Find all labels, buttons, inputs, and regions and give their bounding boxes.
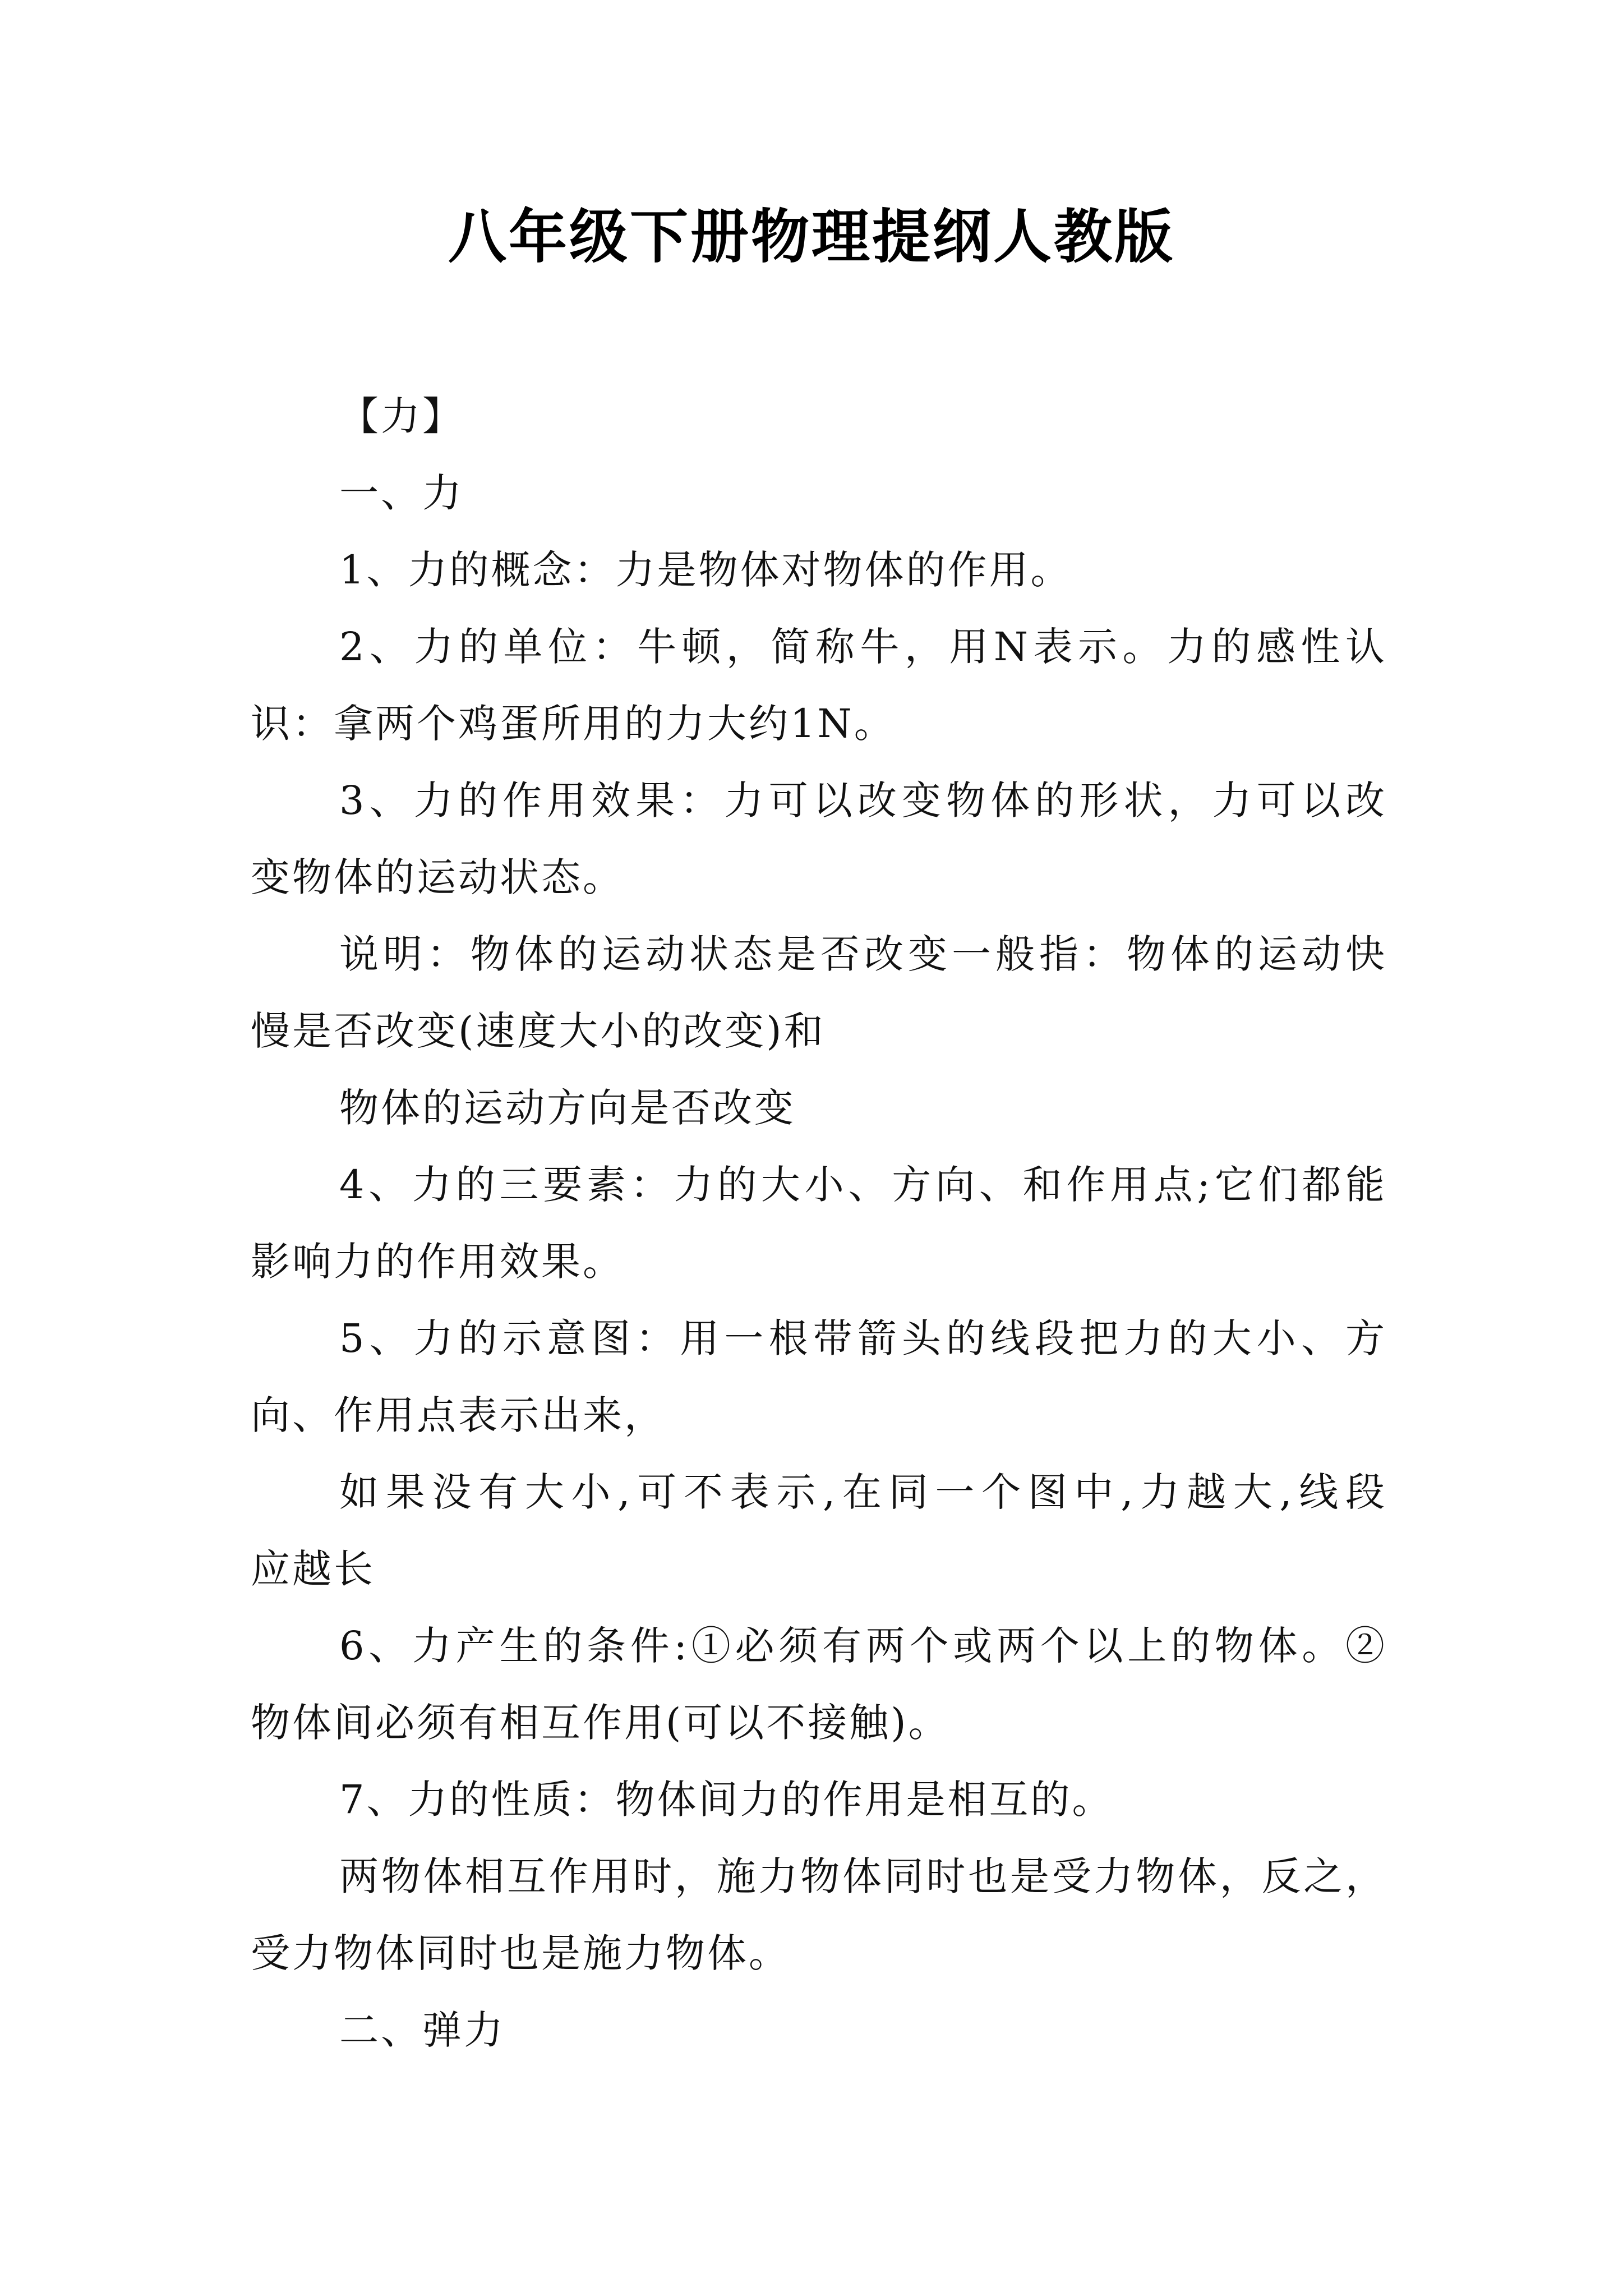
body-line: 向、作用点表示出来，	[251, 1392, 666, 1438]
body-line: 两物体相互作用时，施力物体同时也是受力物体，反之，	[339, 1853, 1387, 1899]
document-body	[251, 378, 1387, 2069]
body-line: 影响力的作用效果。	[251, 1239, 624, 1285]
body-line: 物体间必须有相互作用(可以不接触)。	[251, 1700, 950, 1746]
body-line: 物体的运动方向是否改变	[339, 1085, 796, 1131]
body-line: 受力物体同时也是施力物体。	[251, 1930, 790, 1976]
subsection-heading: 二、弹力	[339, 2007, 505, 2053]
body-line: 慢是否改变(速度大小的改变)和	[251, 1008, 826, 1054]
body-line: 5、力的示意图：用一根带箭头的线段把力的大小、方	[339, 1315, 1387, 1361]
body-line: 7、力的性质：物体间力的作用是相互的。	[339, 1777, 1114, 1823]
body-line: 3、力的作用效果：力可以改变物体的形状，力可以改	[339, 777, 1387, 823]
section-heading: 【力】	[339, 393, 464, 439]
body-line: 如果没有大小,可不表示,在同一个图中,力越大,线段	[339, 1469, 1387, 1515]
body-line: 1、力的概念：力是物体对物体的作用。	[339, 547, 1072, 593]
body-line: 说明：物体的运动状态是否改变一般指：物体的运动快	[339, 931, 1387, 977]
subsection-heading: 一、力	[339, 470, 464, 516]
body-line: 应越长	[251, 1546, 375, 1592]
body-line: 识：拿两个鸡蛋所用的力大约1N。	[251, 701, 896, 747]
body-line: 4、力的三要素：力的大小、方向、和作用点;它们都能	[339, 1162, 1387, 1208]
body-line: 2、力的单位：牛顿，简称牛，用N表示。力的感性认	[339, 624, 1387, 670]
document-title: 八年级下册物理提纲人教版	[448, 202, 1175, 271]
body-line: 6、力产生的条件:①必须有两个或两个以上的物体。②	[339, 1623, 1387, 1669]
body-line: 变物体的运动状态。	[251, 854, 624, 900]
